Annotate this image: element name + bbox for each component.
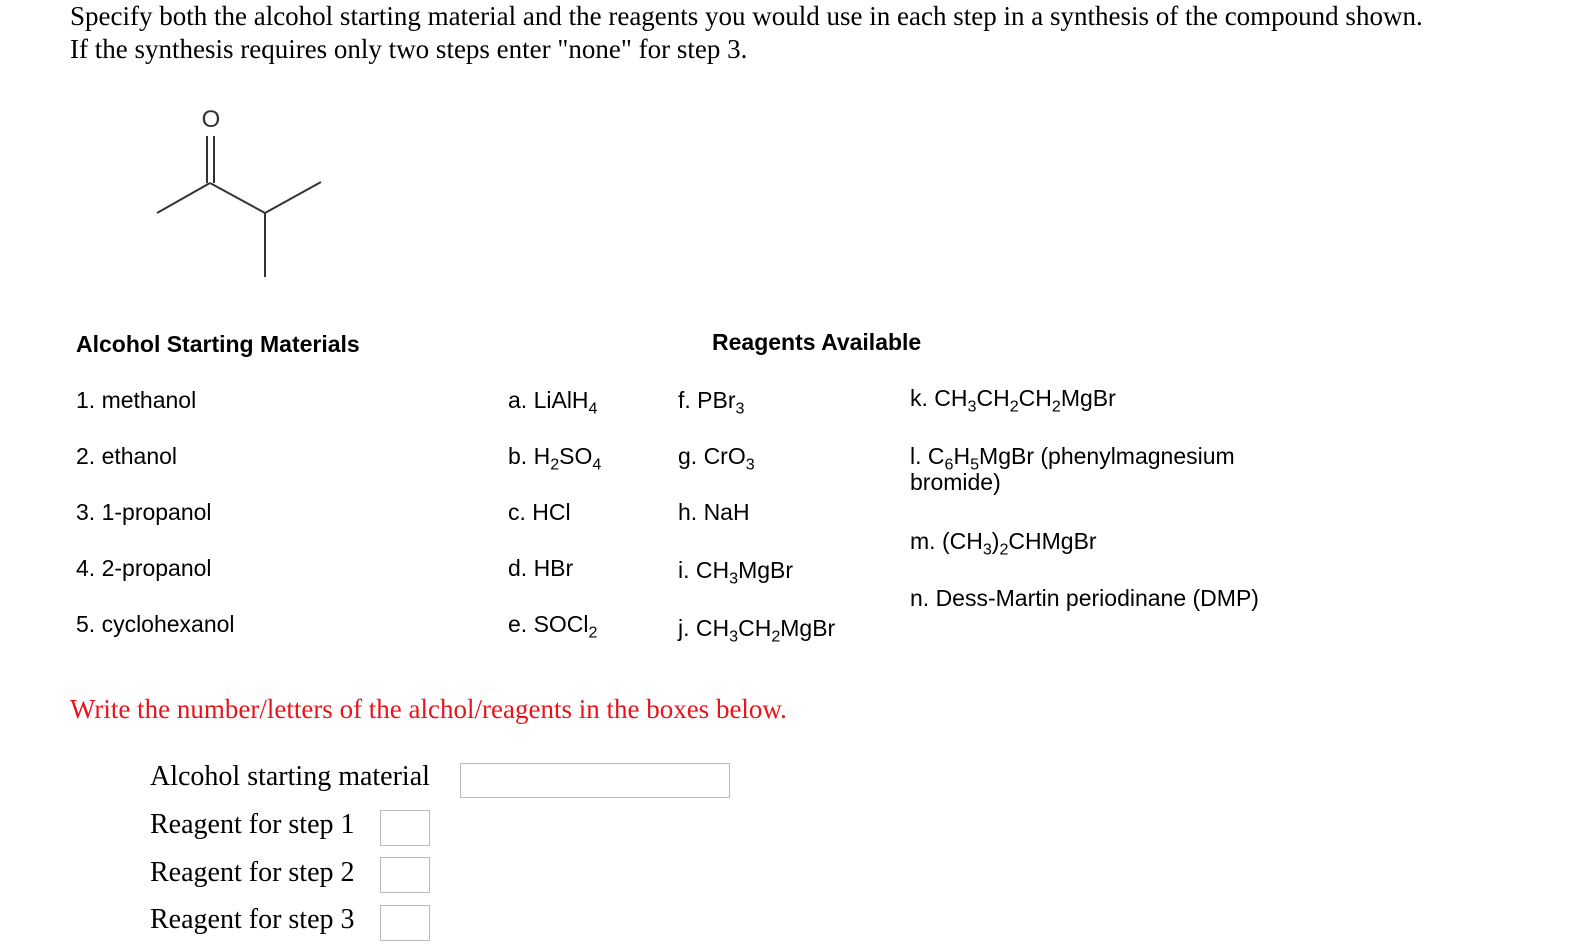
instructions [70, 0, 1423, 66]
reagent-step-3-input[interactable] [380, 905, 430, 941]
reagent-n: n. Dess-Martin periodinane (DMP) [910, 585, 1259, 611]
reagent-g: g. CrO$_3$ [678, 443, 755, 474]
reagent-a: a. LiAlH$_4$ [508, 387, 598, 418]
reagent-f: f. PBr$_3$ [678, 387, 745, 418]
reagent-step-2-input[interactable] [380, 857, 430, 893]
backbone-bond [210, 183, 265, 213]
instruction-line-2: If the synthesis requires only two steps enter "none" for step 3. [70, 34, 748, 64]
reagent-c: c. HCl [508, 499, 571, 525]
reagent-i: i. $CH_3MgBr$ [678, 557, 794, 588]
alcohol-item-4: 4. 2-propanol [76, 555, 212, 581]
alcohol-item-3: 3. 1-propanol [76, 499, 212, 525]
alcohol-starting-material-input[interactable] [460, 763, 730, 798]
answer-instruction-note: Write the number/letters of the alchol/reagents in the boxes below. [70, 694, 787, 724]
reagent-k: k. $CH_3CH_2CH_2MgBr$ [910, 385, 1116, 416]
reagent-step-1-input[interactable] [380, 810, 430, 846]
reagent-j: j. $CH_3CH_2MgBr$ [678, 615, 836, 646]
reagent-e: e. SOCl$_2$ [508, 611, 598, 642]
reagent-step-2-label: Reagent for step 2 [150, 857, 355, 888]
instruction-line-1: Specify both the alcohol starting material and the reagents you would use in each step in a synthesis of the compound shown. [70, 1, 1423, 31]
alcohol-materials-heading: Alcohol Starting Materials [76, 331, 360, 357]
alcohol-item-5: 5. cyclohexanol [76, 611, 235, 637]
reagent-l: l. $C_6H_5MgBr$ (phenylmagnesium bromide) [910, 443, 1235, 495]
reagent-step-1-label: Reagent for step 1 [150, 809, 355, 840]
alcohol-item-2: 2. ethanol [76, 443, 178, 469]
oxygen-atom-label: O [201, 106, 221, 133]
reagents-heading: Reagents Available [712, 329, 922, 355]
alcohol-starting-material-label: Alcohol starting material [150, 761, 430, 792]
methyl-bond [157, 183, 210, 213]
isopropyl-bond-up [265, 182, 321, 213]
target-compound-structure [150, 100, 350, 290]
reagent-b: b. $H_2SO_4$ [508, 443, 602, 474]
reagent-m: m. $(CH_3)_2CHMgBr$ [910, 528, 1097, 559]
reagent-step-3-label: Reagent for step 3 [150, 904, 355, 935]
reagent-d: d. HBr [508, 555, 574, 581]
alcohol-item-1: 1. methanol [76, 387, 197, 413]
reagent-h: h. NaH [678, 499, 750, 525]
